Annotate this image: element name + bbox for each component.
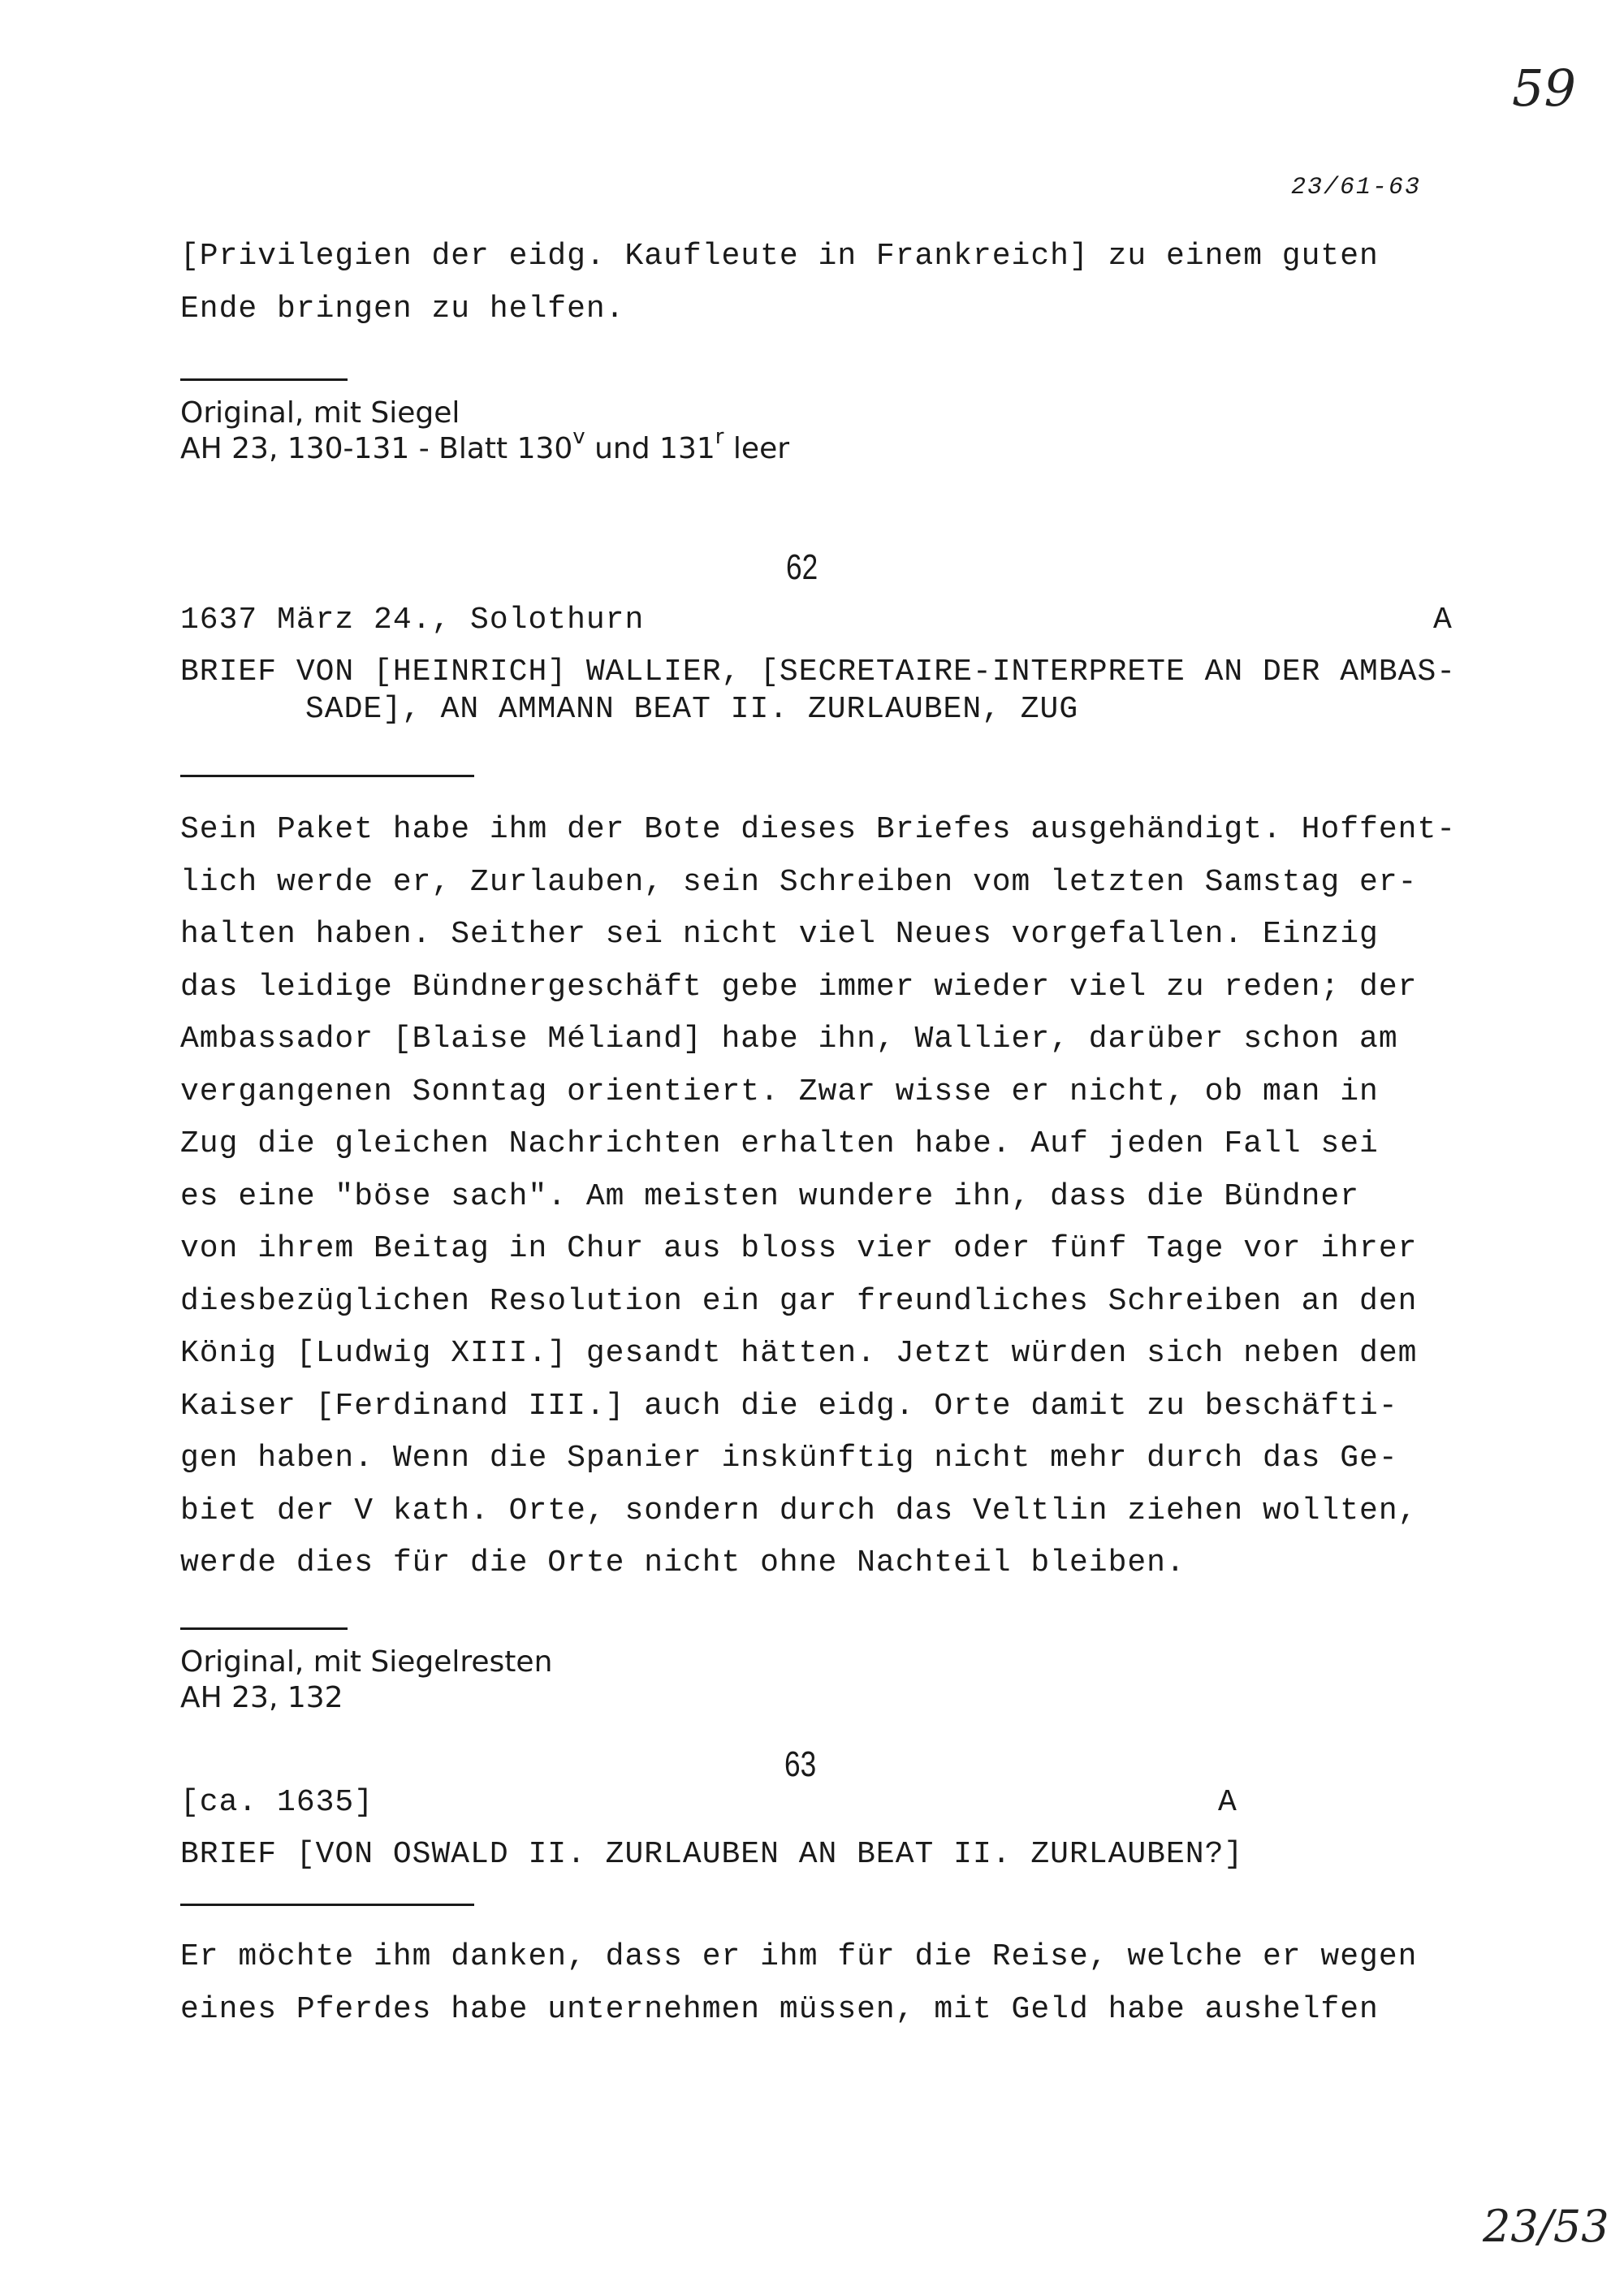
- text-line: vergangenen Sonntag orientiert. Zwar wisse er nicht, ob man in: [180, 1074, 1379, 1109]
- separator-rule: [180, 1904, 474, 1906]
- text-line: lich werde er, Zurlauben, sein Schreiben vom letzten Samstag er-: [180, 864, 1418, 900]
- entry-title-line: BRIEF [VON OSWALD II. ZURLAUBEN AN BEAT II. ZURLAUBEN?]: [180, 1837, 1244, 1872]
- note-text: und 131: [585, 432, 715, 465]
- archive-reference: 23/61-63: [1291, 174, 1422, 201]
- text-line: König [Ludwig XIII.] gesandt hätten. Jetzt würden sich neben dem: [180, 1336, 1418, 1371]
- text-line: [Privilegien der eidg. Kaufleute in Frankreich] zu einem guten: [180, 239, 1379, 274]
- continuation-paragraph: [180, 231, 1379, 335]
- superscript-verso: v: [572, 425, 585, 449]
- superscript-recto: r: [715, 425, 724, 449]
- folio-number: 59: [1512, 58, 1576, 118]
- text-line: eines Pferdes habe unternehmen müssen, mit Geld habe aushelfen: [180, 1991, 1379, 2027]
- text-line: Kaiser [Ferdinand III.] auch die eidg. Orte damit zu beschäfti-: [180, 1388, 1398, 1424]
- separator-rule: [180, 1627, 348, 1630]
- source-note-line: AH 23, 132: [180, 1681, 343, 1714]
- text-line: es eine "böse sach". Am meisten wundere ihn, dass die Bündner: [180, 1178, 1360, 1214]
- entry-date-place: 1637 März 24., Solothurn: [180, 603, 645, 638]
- handwritten-reference: 23/53: [1483, 2201, 1609, 2252]
- text-line: Zug die gleichen Nachrichten erhalten habe. Auf jeden Fall sei: [180, 1126, 1379, 1161]
- entry-mark: A: [1433, 603, 1453, 638]
- entry-number: 63: [784, 1744, 817, 1784]
- text-line: Ende bringen zu helfen.: [180, 291, 625, 326]
- entry-summary: [180, 804, 1456, 1590]
- text-line: gen haben. Wenn die Spanier inskünftig nicht mehr durch das Ge-: [180, 1441, 1398, 1476]
- text-line: Sein Paket habe ihm der Bote dieses Briefes ausgehändigt. Hoffent-: [180, 812, 1457, 847]
- entry-summary: [180, 1931, 1417, 2036]
- text-line: biet der V kath. Orte, sondern durch das Veltlin ziehen wollten,: [180, 1493, 1418, 1528]
- source-note-line: Original, mit Siegel: [180, 396, 460, 430]
- source-note-line: Original, mit Siegelresten: [180, 1645, 553, 1679]
- text-line: das leidige Bündnergeschäft gebe immer wieder viel zu reden; der: [180, 969, 1418, 1005]
- note-text: AH 23, 130-131 - Blatt 130: [180, 432, 573, 465]
- text-line: werde dies für die Orte nicht ohne Nachteil bleiben.: [180, 1545, 1186, 1580]
- entry-title-line: BRIEF VON [HEINRICH] WALLIER, [SECRETAIRE-INTERPRETE AN DER AMBAS-: [180, 655, 1457, 689]
- text-line: Er möchte ihm danken, dass er ihm für die Reise, welche er wegen: [180, 1939, 1418, 1974]
- entry-date-place: [ca. 1635]: [180, 1785, 374, 1820]
- text-line: Ambassador [Blaise Méliand] habe ihn, Wallier, darüber schon am: [180, 1022, 1398, 1057]
- source-note-line: [180, 425, 790, 465]
- entry-title-line: SADE], AN AMMANN BEAT II. ZURLAUBEN, ZUG: [305, 692, 1079, 727]
- text-line: diesbezüglichen Resolution ein gar freundliches Schreiben an den: [180, 1283, 1418, 1319]
- separator-rule: [180, 775, 474, 777]
- text-line: von ihrem Beitag in Chur aus bloss vier oder fünf Tage vor ihrer: [180, 1231, 1418, 1266]
- entry-mark: A: [1218, 1785, 1237, 1820]
- entry-number: 62: [786, 547, 818, 587]
- separator-rule: [180, 378, 348, 381]
- text-line: halten haben. Seither sei nicht viel Neues vorgefallen. Einzig: [180, 917, 1379, 952]
- note-text: leer: [723, 432, 790, 465]
